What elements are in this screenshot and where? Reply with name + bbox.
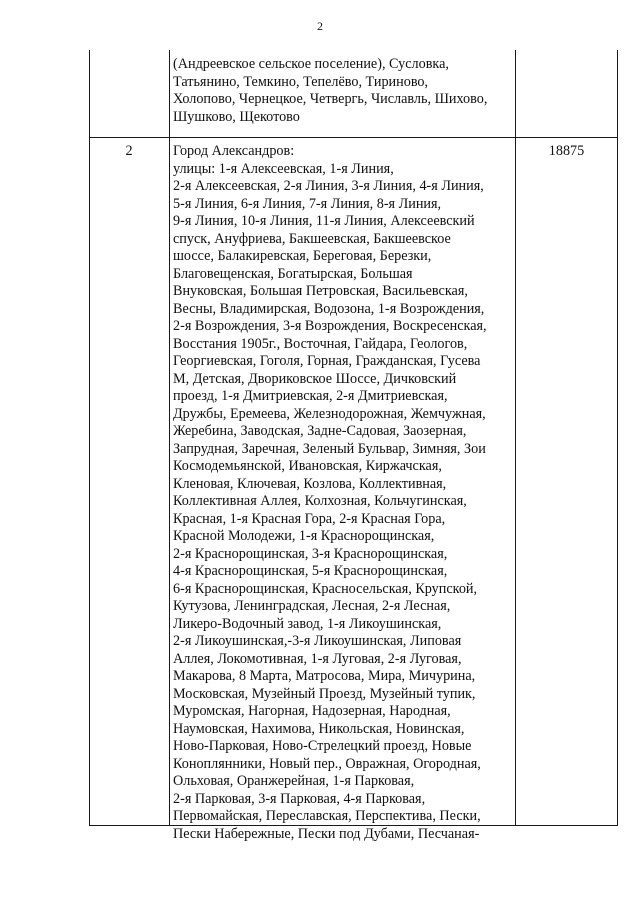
- text-line: Муромская, Нагорная, Надозерная, Народная,: [173, 703, 451, 719]
- text-line: Жеребина, Заводская, Задне-Садовая, Заозерная,: [173, 423, 467, 439]
- text-line: Город Александров:: [173, 143, 295, 159]
- text-line: Татьянино, Темкино, Тепелёво, Тириново,: [173, 73, 429, 90]
- text-line: 2-я Парковая, 3-я Парковая, 4-я Парковая,: [173, 790, 426, 807]
- text-line: 6-я Краснорощинская, Красносельская, Крупской,: [173, 580, 478, 597]
- text-line: 2-я Краснорощинская, 3-я Краснорощинская,: [173, 545, 448, 562]
- text-line: Пески Набережные, Пески под Дубами, Песчаная-: [173, 825, 480, 842]
- text-line: Аллея, Локомотивная, 1-я Луговая, 2-я Луговая,: [173, 650, 462, 667]
- text-line: Ликеро-Водочный завод, 1-я Ликоушинская,: [173, 615, 442, 632]
- table-row-2-streets: [173, 143, 515, 843]
- text-line: Кленовая, Ключевая, Козлова, Коллективная,: [173, 475, 447, 492]
- text-line: Ново-Парковая, Ново-Стрелецкий проезд, Новые: [173, 738, 472, 754]
- table-row-2-number: 2: [125, 143, 133, 159]
- text-line: шоссе, Балакиревская, Береговая, Березки,: [173, 248, 432, 264]
- text-line: Красная, 1-я Красная Гора, 2-я Красная Гора,: [173, 510, 446, 527]
- page-number: 2: [317, 19, 323, 33]
- text-line: 9-я Линия, 10-я Линия, 11-я Линия, Алексеевский: [173, 213, 475, 229]
- column-divider-number: [169, 50, 170, 826]
- table-border-right: [617, 50, 618, 826]
- text-line: Георгиевская, Гоголя, Горная, Гражданская, Гусева: [173, 353, 481, 369]
- text-line: Шушково, Щекотово: [173, 108, 300, 125]
- table-row-2-count: 18875: [548, 143, 585, 159]
- text-line: Космодемьянской, Ивановская, Киржачская,: [173, 458, 442, 474]
- table-border-left: [89, 50, 90, 826]
- text-line: Весны, Владимирская, Водозона, 1-я Возрождения,: [173, 300, 485, 317]
- text-line: Первомайская, Переславская, Перспектива, Пески,: [173, 808, 481, 824]
- document-table: [89, 50, 618, 842]
- text-line: Московская, Музейный Проезд, Музейный тупик,: [173, 685, 476, 702]
- text-line: 4-я Краснорощинская, 5-я Краснорощинская,: [173, 563, 448, 579]
- column-divider-count: [515, 50, 516, 826]
- text-line: Наумовская, Нахимова, Никольская, Новинская,: [173, 720, 465, 737]
- text-line: Макарова, 8 Марта, Матросова, Мира, Мичурина,: [173, 668, 476, 684]
- text-line: Восстания 1905г., Восточная, Гайдара, Геологов,: [173, 335, 468, 352]
- text-line: проезд, 1-я Дмитриевская, 2-я Дмитриевская,: [173, 388, 448, 404]
- row-divider: [89, 137, 618, 138]
- text-line: спуск, Ануфриева, Бакшеевская, Бакшеевское: [173, 230, 451, 247]
- text-line: М, Детская, Двориковское Шоссе, Дичковский: [173, 370, 457, 387]
- text-line: 2-я Алексеевская, 2-я Линия, 3-я Линия, 4-я Линия,: [173, 178, 484, 194]
- text-line: Кутузова, Ленинградская, Лесная, 2-я Лесная,: [173, 598, 451, 614]
- text-line: 5-я Линия, 6-я Линия, 7-я Линия, 8-я Линия,: [173, 195, 442, 212]
- table-row-1-streets: [173, 56, 515, 126]
- text-line: Ольховая, Оранжерейная, 1-я Парковая,: [173, 773, 415, 789]
- text-line: Дружбы, Еремеева, Железнодорожная, Жемчужная,: [173, 405, 486, 422]
- text-line: Холопово, Чернецкое, Четвергь, Числавль, Шихово,: [173, 91, 488, 107]
- text-line: Запрудная, Заречная, Зеленый Бульвар, Зимняя, Зои: [173, 440, 486, 457]
- text-line: Внуковская, Большая Петровская, Васильевская,: [173, 283, 468, 299]
- text-line: 2-я Возрождения, 3-я Возрождения, Воскресенская,: [173, 318, 487, 334]
- text-line: Красной Молодежи, 1-я Краснорощинская,: [173, 528, 435, 544]
- text-line: (Андреевское сельское поселение), Сусловка,: [173, 56, 449, 72]
- text-line: улицы: 1-я Алексеевская, 1-я Линия,: [173, 160, 394, 177]
- text-line: Благовещенская, Богатырская, Большая: [173, 265, 413, 282]
- text-line: Коллективная Аллея, Колхозная, Кольчугинская,: [173, 493, 467, 509]
- text-line: 2-я Ликоушинская,-3-я Ликоушинская, Липовая: [173, 633, 462, 649]
- text-line: Коноплянники, Новый пер., Овражная, Огородная,: [173, 755, 481, 772]
